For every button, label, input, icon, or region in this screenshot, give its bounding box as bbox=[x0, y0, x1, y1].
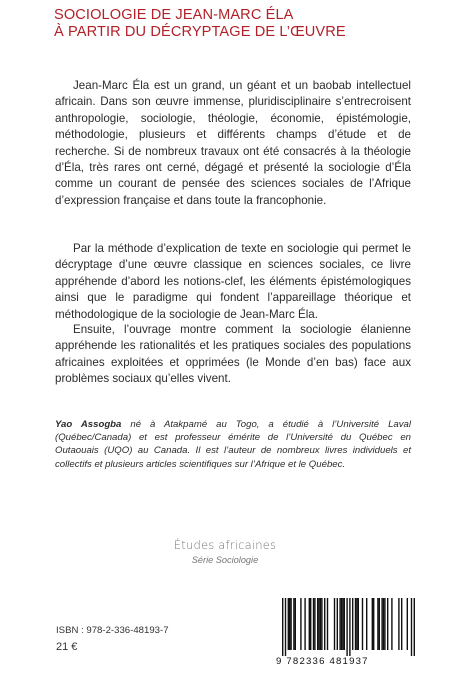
barcode-bars bbox=[272, 598, 422, 656]
barcode-bar bbox=[300, 598, 301, 650]
barcode-bar bbox=[309, 598, 310, 650]
barcode-bar bbox=[381, 598, 382, 650]
barcode-bar bbox=[290, 598, 291, 650]
barcode-bar bbox=[352, 598, 353, 650]
barcode-bar bbox=[334, 598, 335, 650]
summary-paragraph-1: Jean-Marc Éla est un grand, un géant et un baobab intellectuel africain. Dans son œuvre immense, pluridisciplinaire s’entrecroisent anthropologie, sociologie, théologie, économie, épistémologie, méthodologie, plusieurs et différents champs d’étude et de recherche. Si de nombreux travaux ont été consacrés à la théologie d’Éla, très rares ont cerné, dégagé et présenté la sociologie d’Éla comme un courant de pensée des sciences sociales de l’Afrique d’expression française et dans toute la francophonie. bbox=[55, 79, 411, 207]
barcode-bar bbox=[349, 598, 350, 656]
book-title-line-1: SOCIOLOGIE DE JEAN-MARC ÉLA bbox=[54, 7, 294, 23]
barcode-bar bbox=[355, 598, 356, 650]
barcode-bar bbox=[313, 598, 314, 650]
barcode-bar bbox=[387, 598, 388, 650]
barcode-bar bbox=[324, 598, 325, 650]
barcode-digits: 9 782336 481937 bbox=[276, 656, 369, 667]
barcode-bar bbox=[304, 598, 305, 650]
barcode-bar bbox=[321, 598, 322, 650]
barcode-bar bbox=[383, 598, 384, 650]
author-bio-text: né à Atakpamé au Togo, a étudié à l’Université Laval (Québec/Canada) et est professeur émérite de l’Université du Québec en Outaouais (UQO) au Canada. Il est l’auteur de nombreux livres individuels et collectifs et plusieurs articles scientifiques sur l’Afrique et le Québec. bbox=[55, 419, 411, 470]
collection-series: Série Sociologie bbox=[191, 555, 259, 565]
barcode-bar bbox=[379, 598, 380, 650]
barcode-bar bbox=[327, 598, 328, 650]
book-title-line-2: À PARTIR DU DÉCRYPTAGE DE L’ŒUVRE bbox=[54, 24, 346, 40]
barcode-bar bbox=[282, 598, 283, 656]
barcode-bar bbox=[317, 598, 318, 650]
barcode-bar bbox=[289, 598, 290, 650]
collection-name: Études africaines bbox=[173, 538, 277, 552]
barcode-bar bbox=[318, 598, 319, 650]
collection-label bbox=[0, 538, 450, 565]
barcode-bar bbox=[342, 598, 343, 650]
barcode-bar bbox=[346, 598, 347, 656]
barcode-bar bbox=[411, 598, 412, 656]
barcode-bar bbox=[339, 598, 340, 650]
barcode-bar bbox=[337, 598, 338, 650]
price-text: 21 € bbox=[56, 641, 78, 653]
barcode-bar bbox=[295, 598, 296, 650]
barcode-bar bbox=[401, 598, 402, 650]
barcode-bar bbox=[344, 598, 345, 650]
author-bio bbox=[55, 418, 411, 471]
barcode-bar bbox=[414, 598, 415, 656]
barcode-bar bbox=[358, 598, 359, 650]
barcode-bar bbox=[320, 598, 321, 650]
isbn-text: ISBN : 978-2-336-48193-7 bbox=[56, 625, 169, 636]
barcode-bar bbox=[293, 598, 294, 650]
author-name: Yao Assogba bbox=[55, 419, 122, 430]
barcode-bar bbox=[407, 598, 408, 650]
barcode-bar bbox=[285, 598, 286, 656]
barcode-bar bbox=[288, 598, 289, 650]
barcode-bar bbox=[391, 598, 392, 650]
barcode-bar bbox=[384, 598, 385, 650]
summary-paragraph-3: Ensuite, l’ouvrage montre comment la sociologie élanienne appréhende les rationalités et les pratiques sociales des populations africaines exploitées et opprimées (le Monde d’en bas) face aux problèmes sociaux qu’elles vivent. bbox=[55, 323, 411, 386]
summary-paragraph-2: Par la méthode d’explication de texte en sociologie qui permet le décryptage d’une œuvre classique en sciences sociales, ce livre appréhende d’abord les notions-clef, les éléments épistémologiques ainsi que le paradigme qui fondent l’appareillage théorique et méthodologique de la sociologie de Jean-Marc Éla. bbox=[55, 242, 411, 321]
barcode-bar bbox=[362, 598, 363, 650]
barcode-bar bbox=[310, 598, 311, 650]
barcode-bar bbox=[377, 598, 378, 650]
book-title bbox=[54, 7, 434, 41]
barcode-bar bbox=[372, 598, 373, 650]
barcode-bar bbox=[341, 598, 342, 650]
barcode-bar bbox=[373, 598, 374, 650]
barcode-bar bbox=[398, 598, 399, 650]
barcode-bar bbox=[366, 598, 367, 650]
barcode-bar bbox=[356, 598, 357, 650]
barcode-bar bbox=[314, 598, 315, 650]
